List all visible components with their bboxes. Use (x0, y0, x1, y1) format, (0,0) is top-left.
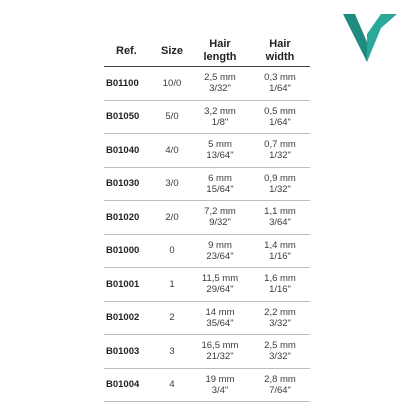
ref-cell: B01020 (104, 201, 154, 235)
width-mm: 0,5 mm (264, 105, 296, 117)
width-mm: 2,5 mm (264, 340, 296, 352)
length-mm: 6 mm (208, 172, 232, 184)
length-mm: 5 mm (208, 139, 232, 151)
width-mm: 1,6 mm (264, 273, 296, 285)
length-in: 3/4" (211, 384, 229, 396)
width-in: 1/16" (269, 284, 291, 296)
length-cell (190, 134, 250, 168)
length-in: 9/32" (209, 217, 231, 229)
length-cell (190, 268, 250, 302)
header-hair-length-line1: Hair (209, 38, 231, 50)
width-cell (250, 100, 310, 134)
width-cell (250, 268, 310, 302)
length-mm: 19 mm (205, 373, 235, 385)
length-in: 1/8" (211, 116, 229, 128)
width-cell (250, 234, 310, 268)
size-cell: 3/0 (154, 167, 190, 201)
length-in: 3/32" (209, 83, 231, 95)
size-cell: 4/0 (154, 134, 190, 168)
length-cell (190, 67, 250, 101)
ref-cell: B01004 (104, 368, 154, 402)
length-in: 23/64" (206, 250, 234, 262)
ref-cell: B01100 (104, 67, 154, 101)
table-row (104, 368, 310, 402)
length-mm: 14 mm (205, 306, 235, 318)
width-in: 1/32" (269, 183, 291, 195)
length-mm: 16,5 mm (201, 340, 239, 352)
size-cell: 5/0 (154, 100, 190, 134)
header-row (104, 36, 310, 67)
ref-cell: B01030 (104, 167, 154, 201)
width-in: 1/32" (269, 150, 291, 162)
table-row (104, 268, 310, 302)
table-row (104, 100, 310, 134)
length-cell (190, 335, 250, 369)
length-in: 13/64" (206, 150, 234, 162)
width-in: 7/64" (269, 384, 291, 396)
length-in: 29/64" (206, 284, 234, 296)
spec-table (104, 36, 310, 402)
size-cell: 2 (154, 301, 190, 335)
ref-cell: B01040 (104, 134, 154, 168)
length-cell (190, 301, 250, 335)
width-cell (250, 134, 310, 168)
size-cell: 1 (154, 268, 190, 302)
length-in: 35/64" (206, 317, 234, 329)
width-mm: 0,9 mm (264, 172, 296, 184)
table-row (104, 167, 310, 201)
ref-cell: B01001 (104, 268, 154, 302)
size-cell: 4 (154, 368, 190, 402)
ref-cell: B01002 (104, 301, 154, 335)
length-mm: 2,5 mm (204, 72, 236, 84)
length-cell (190, 234, 250, 268)
width-cell (250, 368, 310, 402)
v-logo-icon (343, 14, 397, 62)
size-cell: 2/0 (154, 201, 190, 235)
length-mm: 3,2 mm (204, 105, 236, 117)
table-row (104, 134, 310, 168)
length-mm: 11,5 mm (201, 273, 239, 285)
width-cell (250, 167, 310, 201)
length-cell (190, 368, 250, 402)
size-cell: 10/0 (154, 67, 190, 101)
length-cell (190, 100, 250, 134)
width-cell (250, 67, 310, 101)
width-in: 1/16" (269, 250, 291, 262)
ref-cell: B01050 (104, 100, 154, 134)
width-mm: 0,3 mm (264, 72, 296, 84)
width-mm: 2,2 mm (264, 306, 296, 318)
width-mm: 0,7 mm (264, 139, 296, 151)
ref-cell: B01000 (104, 234, 154, 268)
header-hair-length-line2: length (203, 51, 237, 63)
table-row (104, 234, 310, 268)
table-row (104, 201, 310, 235)
header-hair-width-line2: width (265, 51, 295, 63)
table-row (104, 301, 310, 335)
width-mm: 1,4 mm (264, 239, 296, 251)
length-cell (190, 167, 250, 201)
length-cell (190, 201, 250, 235)
width-cell (250, 201, 310, 235)
ref-cell: B01003 (104, 335, 154, 369)
width-cell (250, 335, 310, 369)
width-mm: 1,1 mm (264, 206, 296, 218)
header-ref: Ref. (104, 36, 154, 67)
size-cell: 3 (154, 335, 190, 369)
width-cell (250, 301, 310, 335)
table-row (104, 67, 310, 101)
header-hair-width-line1: Hair (269, 38, 291, 50)
length-in: 21/32" (206, 351, 234, 363)
width-in: 3/32" (269, 317, 291, 329)
header-hair-width (250, 36, 310, 67)
length-mm: 9 mm (208, 239, 232, 251)
size-cell: 0 (154, 234, 190, 268)
width-in: 1/64" (269, 83, 291, 95)
width-in: 3/64" (269, 217, 291, 229)
width-in: 1/64" (269, 116, 291, 128)
header-hair-length (190, 36, 250, 67)
length-mm: 7,2 mm (204, 206, 236, 218)
width-in: 3/32" (269, 351, 291, 363)
header-size: Size (154, 36, 190, 67)
length-in: 15/64" (206, 183, 234, 195)
width-mm: 2,8 mm (264, 373, 296, 385)
table-row (104, 335, 310, 369)
